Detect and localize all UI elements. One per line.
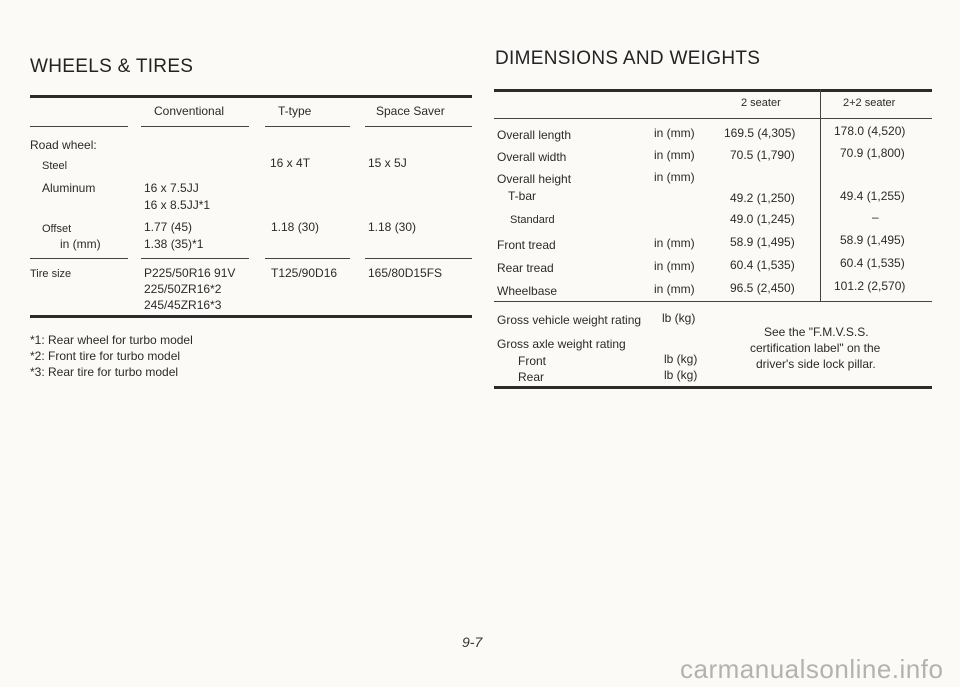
rear-tread-2-seater: 60.4 (1,535) (730, 258, 795, 272)
footnote-3: *3: Rear tire for turbo model (30, 365, 179, 379)
overall-width-2-2-seater: 70.9 (1,800) (840, 146, 905, 160)
overall-height-unit: in (mm) (654, 170, 695, 184)
rear-tread-unit: in (mm) (654, 259, 695, 273)
column-divider (820, 89, 821, 301)
divider (30, 258, 128, 259)
overall-width-label: Overall width (497, 150, 567, 164)
divider (265, 258, 350, 259)
tire-ttype: T125/90D16 (271, 266, 338, 280)
t-bar-2-2-seater: 49.4 (1,255) (840, 189, 905, 203)
front-tread-unit: in (mm) (654, 236, 695, 250)
offset-conv-1: 1.77 (45) (144, 220, 193, 234)
divider (494, 301, 932, 302)
tire-conv-1: P225/50R16 91V (144, 266, 236, 280)
dimensions-title: DIMENSIONS AND WEIGHTS (495, 48, 761, 69)
rear-tread-label: Rear tread (497, 261, 554, 275)
rear-tread-2-2-seater: 60.4 (1,535) (840, 256, 905, 270)
header-t-type: T-type (278, 104, 312, 118)
gvwr-label: Gross vehicle weight rating (497, 313, 642, 327)
tire-conv-3: 245/45ZR16*3 (144, 298, 222, 312)
divider (30, 315, 472, 318)
header-2-2-seater: 2+2 seater (843, 97, 896, 109)
front-tread-2-seater: 58.9 (1,495) (730, 235, 795, 249)
divider (141, 258, 249, 259)
divider (365, 258, 472, 259)
wheelbase-2-2-seater: 101.2 (2,570) (834, 279, 906, 293)
gawr-label: Gross axle weight rating (497, 337, 626, 351)
wheelbase-unit: in (mm) (654, 282, 695, 296)
standard-label: Standard (510, 214, 555, 226)
watermark: carmanualsonline.info (680, 654, 944, 684)
divider (365, 126, 472, 127)
t-bar-label: T-bar (508, 189, 537, 203)
overall-length-label: Overall length (497, 128, 572, 142)
offset-ttype: 1.18 (30) (271, 220, 320, 234)
divider (265, 126, 350, 127)
overall-length-unit: in (mm) (654, 126, 695, 140)
offset-unit: in (mm) (60, 237, 101, 251)
steel-ttype: 16 x 4T (270, 156, 311, 170)
page-number: 9-7 (462, 634, 483, 650)
tire-space: 165/80D15FS (368, 266, 443, 280)
offset-conv-2: 1.38 (35)*1 (144, 237, 204, 251)
aluminum-conv-2: 16 x 8.5JJ*1 (144, 198, 211, 212)
see-note-1: See the "F.M.V.S.S. (764, 325, 869, 339)
gawr-front-unit: lb (kg) (664, 352, 698, 366)
divider (494, 89, 932, 92)
header-2-seater: 2 seater (741, 97, 781, 109)
header-space-saver: Space Saver (376, 104, 445, 118)
header-conventional: Conventional (154, 104, 225, 118)
road-wheel-label: Road wheel: (30, 138, 97, 152)
aluminum-conv-1: 16 x 7.5JJ (144, 181, 199, 195)
overall-height-label: Overall height (497, 172, 572, 186)
divider (30, 126, 128, 127)
wheels-title: WHEELS & TIRES (30, 56, 194, 77)
footnote-2: *2: Front tire for turbo model (30, 349, 181, 363)
wheelbase-2-seater: 96.5 (2,450) (730, 281, 795, 295)
see-note-3: driver's side lock pillar. (756, 357, 876, 371)
wheelbase-label: Wheelbase (497, 284, 558, 298)
front-tread-2-2-seater: 58.9 (1,495) (840, 233, 905, 247)
overall-length-2-seater: 169.5 (4,305) (724, 126, 796, 140)
overall-width-unit: in (mm) (654, 148, 695, 162)
overall-length-2-2-seater: 178.0 (4,520) (834, 124, 906, 138)
see-note-2: certification label" on the (750, 341, 881, 355)
t-bar-2-seater: 49.2 (1,250) (730, 191, 795, 205)
tire-size-label: Tire size (30, 268, 72, 280)
aluminum-label: Aluminum (42, 181, 96, 195)
gvwr-unit: lb (kg) (662, 311, 696, 325)
standard-2-seater: 49.0 (1,245) (730, 212, 795, 226)
gawr-rear-label: Rear (518, 370, 545, 384)
overall-width-2-seater: 70.5 (1,790) (730, 148, 795, 162)
gawr-rear-unit: lb (kg) (664, 368, 698, 382)
standard-2-2-seater: – (872, 210, 879, 224)
gawr-front-label: Front (518, 354, 547, 368)
steel-space: 15 x 5J (368, 156, 407, 170)
offset-label: Offset (42, 223, 72, 235)
tire-conv-2: 225/50ZR16*2 (144, 282, 222, 296)
divider (141, 126, 249, 127)
divider (30, 95, 472, 98)
footnote-1: *1: Rear wheel for turbo model (30, 333, 193, 347)
front-tread-label: Front tread (497, 238, 556, 252)
divider (494, 118, 932, 119)
offset-space: 1.18 (30) (368, 220, 417, 234)
steel-label: Steel (42, 160, 68, 172)
divider (494, 386, 932, 389)
